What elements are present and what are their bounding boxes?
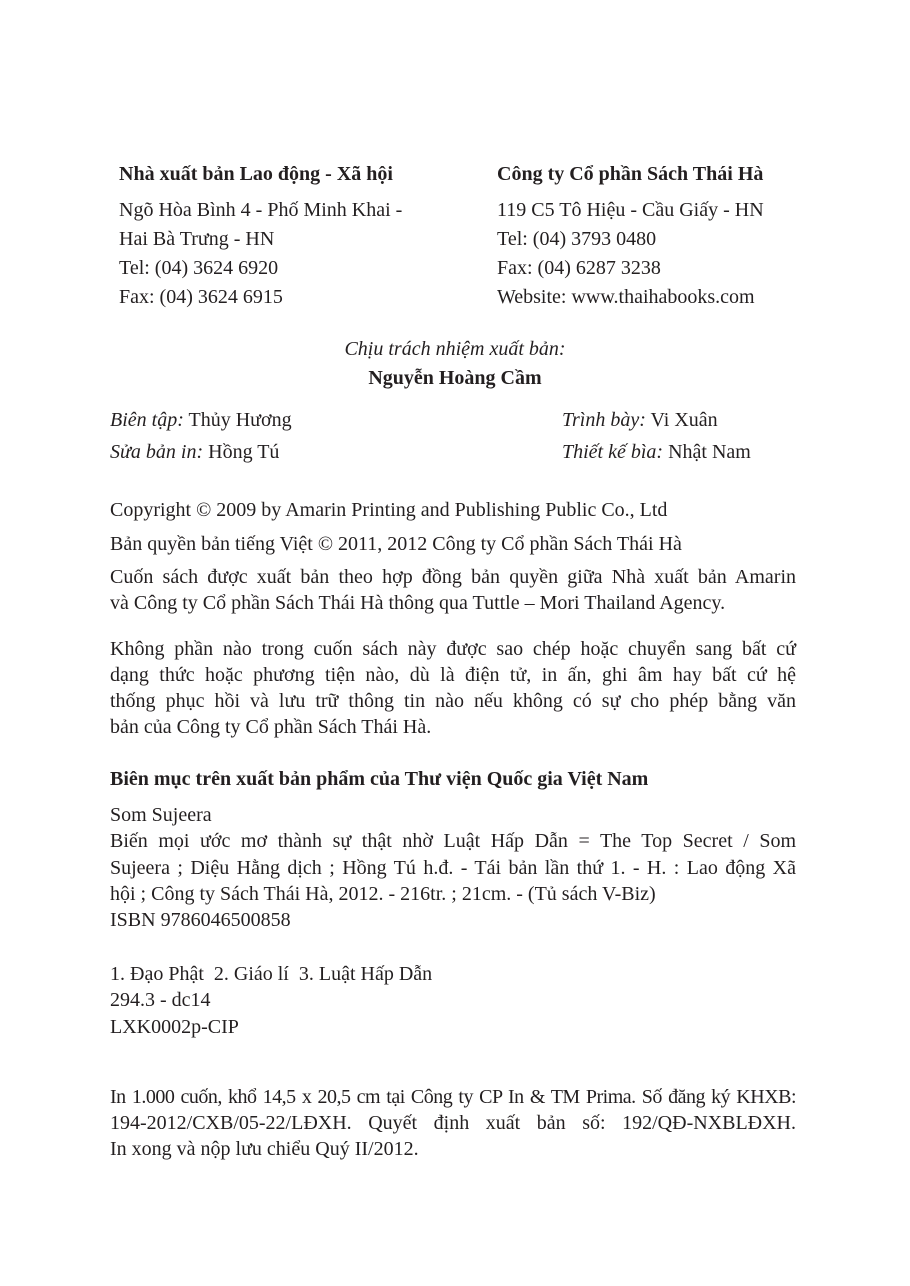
cip-desc-1: Biến mọi ước mơ thành sự thật nhờ Luật Hấp Dẫn = The Top Secret / Som [110, 830, 796, 852]
publisher-right-website: Website: www.thaihabooks.com [497, 286, 755, 308]
credit-cover-label: Thiết kế bìa: [562, 441, 664, 463]
publisher-left-name: Nhà xuất bản Lao động - Xã hội [119, 163, 393, 185]
credit-layout-value: Vi Xuân [650, 409, 718, 431]
copyright-line-4: và Công ty Cổ phần Sách Thái Hà thông qua Tuttle – Mori Thailand Agency. [110, 592, 726, 614]
rights-line-3: thống phục hồi và lưu trữ thông tin nào nếu không có sự cho phép bằng văn [110, 690, 796, 712]
publisher-left-tel: Tel: (04) 3624 6920 [119, 257, 279, 279]
responsible-name: Nguyễn Hoàng Cầm [368, 367, 542, 389]
cip-desc-3: hội ; Công ty Sách Thái Hà, 2012. - 216tr. ; 21cm. - (Tủ sách V-Biz) [110, 883, 656, 905]
cip-heading: Biên mục trên xuất bản phẩm của Thư viện Quốc gia Việt Nam [110, 768, 649, 790]
credit-cover [562, 441, 751, 464]
credit-cover-value: Nhật Nam [668, 441, 751, 463]
copyright-line-3: Cuốn sách được xuất bản theo hợp đồng bản quyền giữa Nhà xuất bản Amarin [110, 566, 796, 588]
cip-code: LXK0002p-CIP [110, 1016, 239, 1038]
credit-editor-value: Thủy Hương [188, 409, 292, 431]
publisher-right-fax: Fax: (04) 6287 3238 [497, 257, 661, 279]
credit-layout [562, 409, 718, 432]
rights-line-4: bản của Công ty Cổ phần Sách Thái Hà. [110, 716, 432, 738]
publisher-right-tel: Tel: (04) 3793 0480 [497, 228, 657, 250]
printing-line-1: In 1.000 cuốn, khổ 14,5 x 20,5 cm tại Công ty CP In & TM Prima. Số đăng ký KHXB: [110, 1086, 796, 1108]
publisher-left-fax: Fax: (04) 3624 6915 [119, 286, 283, 308]
publisher-left-address2: Hai Bà Trưng - HN [119, 228, 275, 250]
printing-line-3: In xong và nộp lưu chiểu Quý II/2012. [110, 1138, 419, 1160]
publisher-right-address: 119 C5 Tô Hiệu - Cầu Giấy - HN [497, 199, 764, 221]
cip-isbn: ISBN 9786046500858 [110, 909, 291, 931]
rights-line-2: dạng thức hoặc phương tiện nào, dù là điện tử, in ấn, ghi âm hay bất cứ hệ [110, 664, 796, 686]
publisher-right-name: Công ty Cổ phần Sách Thái Hà [497, 163, 764, 185]
copyright-line-2: Bản quyền bản tiếng Việt © 2011, 2012 Công ty Cổ phần Sách Thái Hà [110, 533, 682, 555]
publisher-left-address1: Ngõ Hòa Bình 4 - Phố Minh Khai - [119, 199, 403, 221]
cip-author: Som Sujeera [110, 804, 212, 826]
rights-line-1: Không phần nào trong cuốn sách này được sao chép hoặc chuyển sang bất cứ [110, 638, 796, 660]
credit-editor [110, 409, 292, 432]
credit-proof-value: Hồng Tú [208, 441, 280, 463]
cip-class: 294.3 - dc14 [110, 989, 211, 1011]
copyright-line-1: Copyright © 2009 by Amarin Printing and Publishing Public Co., Ltd [110, 499, 668, 521]
cip-subjects: 1. Đạo Phật 2. Giáo lí 3. Luật Hấp Dẫn [110, 963, 433, 985]
credit-proof [110, 441, 279, 464]
cip-desc-2: Sujeera ; Diệu Hằng dịch ; Hồng Tú h.đ. - Tái bản lần thứ 1. - H. : Lao động Xã [110, 857, 796, 879]
responsible-label: Chịu trách nhiệm xuất bản: [344, 338, 566, 360]
printing-line-2: 194-2012/CXB/05-22/LĐXH. Quyết định xuất bản số: 192/QĐ-NXBLĐXH. [110, 1112, 796, 1134]
credit-editor-label: Biên tập: [110, 409, 184, 431]
credit-proof-label: Sửa bản in: [110, 441, 204, 463]
credit-layout-label: Trình bày: [562, 409, 646, 431]
